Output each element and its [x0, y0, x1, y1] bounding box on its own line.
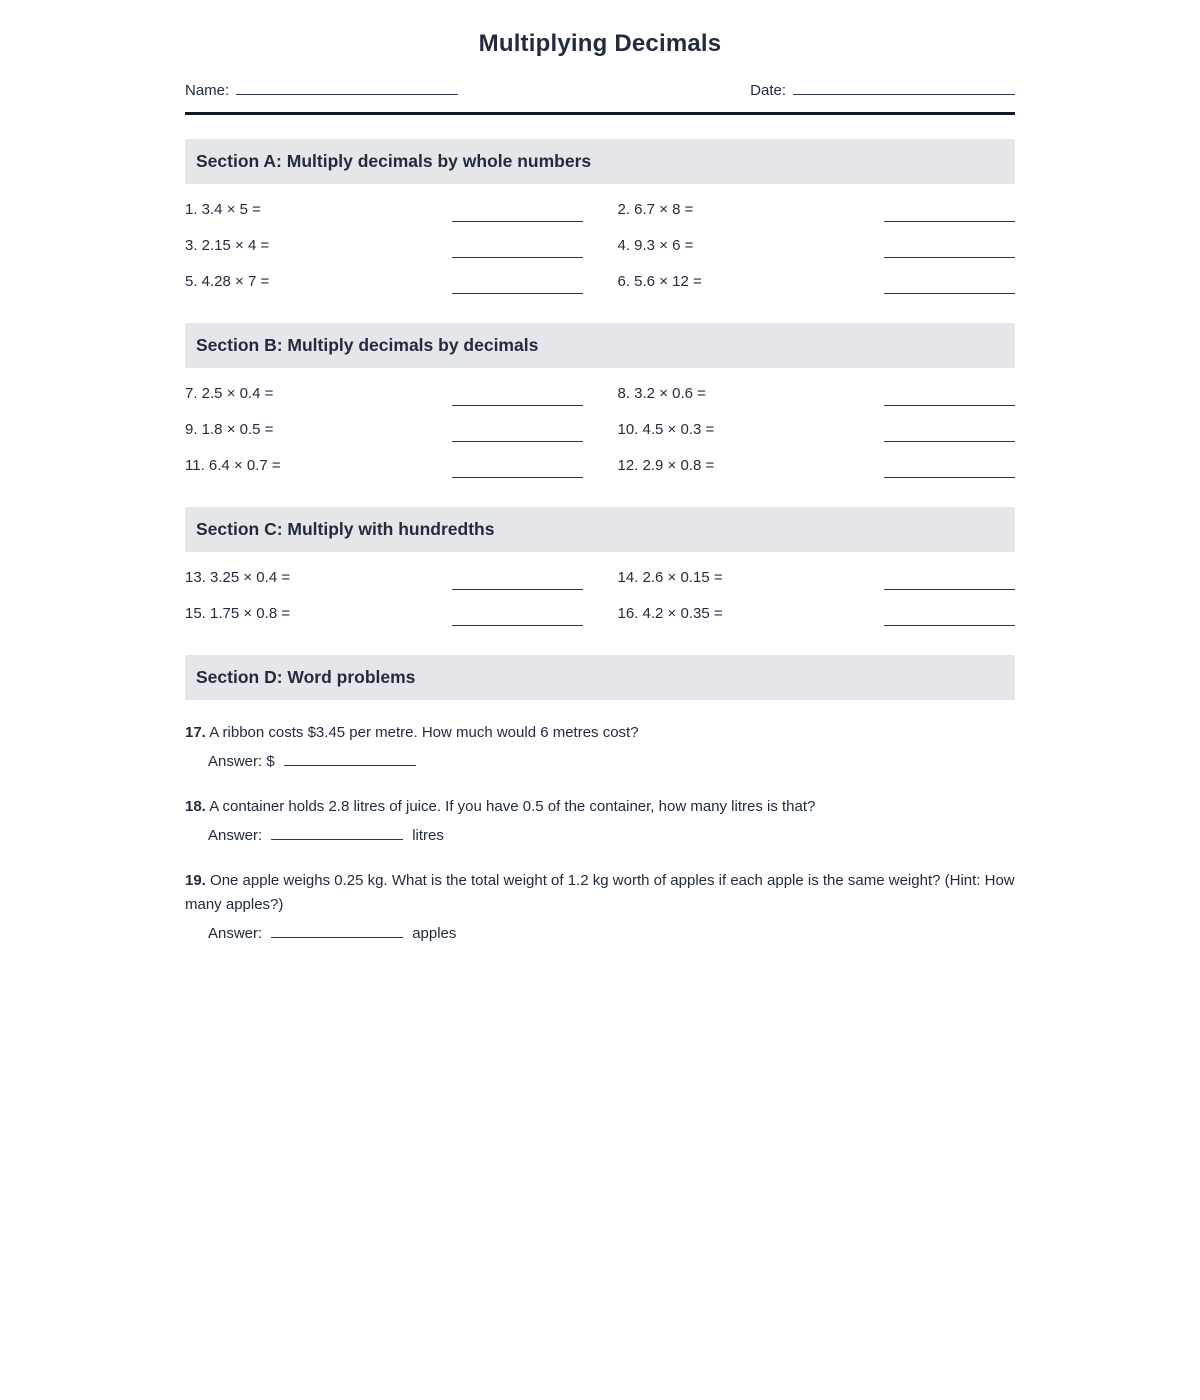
problem-item: [618, 411, 1016, 447]
answer-line[interactable]: [884, 465, 1015, 478]
problem-label: 7. 2.5 × 0.4 =: [185, 384, 274, 402]
problem-item: [185, 375, 583, 411]
answer-line[interactable]: [452, 465, 583, 478]
problem-label: 10. 4.5 × 0.3 =: [617, 420, 715, 438]
problem-label: 3. 2.15 × 4 =: [185, 236, 270, 254]
problem-label: 5. 4.28 × 7 =: [185, 272, 270, 290]
answer-line[interactable]: [884, 613, 1015, 626]
answer-line[interactable]: [452, 393, 583, 406]
name-date-row: [185, 82, 1015, 115]
word-problem-answer-row: [208, 824, 1015, 848]
problem-item: [618, 595, 1016, 631]
date-field-group: [750, 82, 1015, 99]
problem-label: 14. 2.6 × 0.15 =: [617, 568, 723, 586]
word-problem-answer-row: [208, 750, 1015, 774]
date-label: Date:: [750, 82, 786, 99]
word-problem-question: A ribbon costs $3.45 per metre. How much would 6 metres cost?: [209, 724, 639, 741]
word-problem-number: 18.: [185, 798, 206, 815]
answer-line[interactable]: [452, 281, 583, 294]
word-problem-answer-row: [208, 922, 1015, 946]
word-problem-text: [185, 795, 1015, 819]
section-d-header: Section D: Word problems: [185, 655, 1015, 700]
word-problem-question: A container holds 2.8 litres of juice. If you have 0.5 of the container, how many litres is that?: [209, 798, 816, 815]
word-problem-question: One apple weighs 0.25 kg. What is the total weight of 1.2 kg worth of apples if each apple is the same weight? (Hint: How many apples?): [185, 872, 1015, 913]
answer-line[interactable]: [452, 613, 583, 626]
problem-label: 1. 3.4 × 5 =: [185, 200, 261, 218]
word-problem-text: [185, 869, 1015, 917]
problem-item: [185, 447, 583, 483]
section-a-problems: [185, 191, 1015, 299]
answer-suffix: apples: [412, 925, 457, 942]
problem-item: [618, 559, 1016, 595]
answer-line[interactable]: [884, 429, 1015, 442]
problem-item: [185, 227, 583, 263]
answer-line[interactable]: [452, 577, 583, 590]
answer-line[interactable]: [271, 925, 403, 938]
name-input-line[interactable]: [236, 82, 458, 95]
word-problem-19: [185, 869, 1015, 946]
name-label: Name:: [185, 82, 230, 99]
word-problem-text: [185, 721, 1015, 745]
problem-label: 13. 3.25 × 0.4 =: [185, 568, 291, 586]
answer-line[interactable]: [452, 429, 583, 442]
answer-line[interactable]: [884, 209, 1015, 222]
date-input-line[interactable]: [793, 82, 1015, 95]
name-field-group: [185, 82, 458, 99]
problem-label: 11. 6.4 × 0.7 =: [185, 456, 281, 474]
problem-label: 6. 5.6 × 12 =: [617, 272, 702, 290]
word-problem-number: 17.: [185, 724, 206, 741]
answer-line[interactable]: [452, 245, 583, 258]
problem-item: [185, 595, 583, 631]
problem-item: [185, 411, 583, 447]
problem-item: [618, 447, 1016, 483]
problem-item: [185, 263, 583, 299]
problem-item: [185, 191, 583, 227]
word-problem-number: 19.: [185, 872, 206, 889]
answer-line[interactable]: [271, 827, 403, 840]
problem-label: 12. 2.9 × 0.8 =: [617, 456, 715, 474]
section-c-problems: [185, 559, 1015, 631]
answer-label: Answer:: [208, 827, 263, 844]
problem-label: 2. 6.7 × 8 =: [617, 200, 694, 218]
answer-line[interactable]: [284, 753, 416, 766]
answer-suffix: litres: [412, 827, 444, 844]
section-c-header: Section C: Multiply with hundredths: [185, 507, 1015, 552]
word-problem-17: [185, 721, 1015, 774]
answer-line[interactable]: [884, 577, 1015, 590]
answer-line[interactable]: [452, 209, 583, 222]
page-title: Multiplying Decimals: [478, 30, 722, 57]
answer-label: Answer:: [208, 925, 263, 942]
answer-line[interactable]: [884, 245, 1015, 258]
problem-label: 15. 1.75 × 0.8 =: [185, 604, 291, 622]
answer-line[interactable]: [884, 281, 1015, 294]
problem-label: 4. 9.3 × 6 =: [617, 236, 694, 254]
answer-line[interactable]: [884, 393, 1015, 406]
problem-item: [618, 191, 1016, 227]
section-b-header: Section B: Multiply decimals by decimals: [185, 323, 1015, 368]
problem-item: [618, 375, 1016, 411]
section-a-header: Section A: Multiply decimals by whole numbers: [185, 139, 1015, 184]
problem-label: 9. 1.8 × 0.5 =: [185, 420, 274, 438]
section-b-problems: [185, 375, 1015, 483]
problem-item: [618, 227, 1016, 263]
problem-item: [185, 559, 583, 595]
problem-label: 8. 3.2 × 0.6 =: [617, 384, 706, 402]
problem-item: [618, 263, 1016, 299]
problem-label: 16. 4.2 × 0.35 =: [617, 604, 723, 622]
answer-label: Answer: $: [208, 753, 275, 770]
word-problem-18: [185, 795, 1015, 848]
